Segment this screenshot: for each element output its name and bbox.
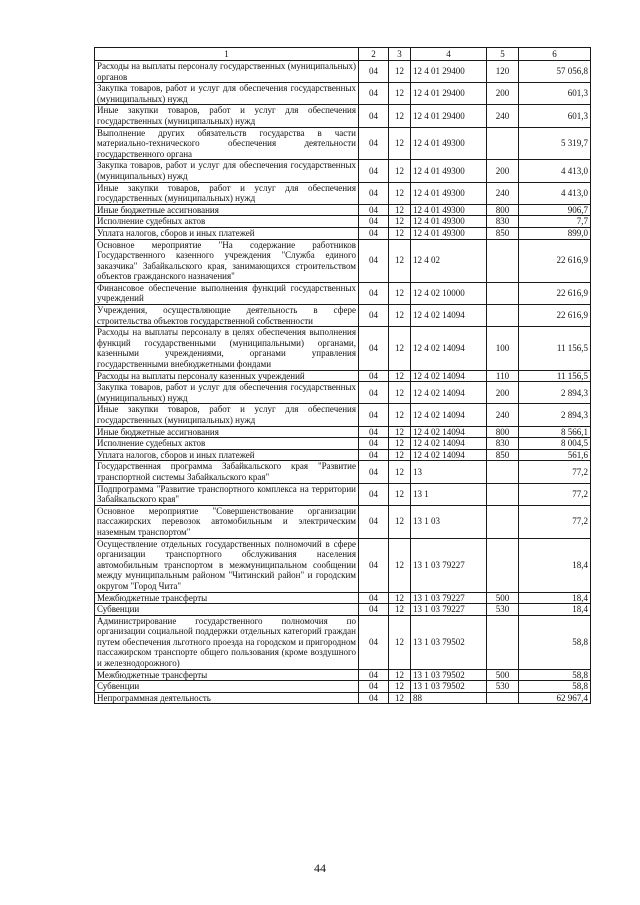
target-article-cell: 12 4 01 29400 — [411, 61, 487, 83]
expense-type-cell: 240 — [487, 105, 519, 127]
item-name-cell: Расходы на выплаты персоналу в целях обеспечения выполнения функций государственными (муниципальными) органами, казенными учреждениями, органами управления государственными внебюджетными фондами — [95, 327, 359, 370]
amount-cell: 62 967,4 — [519, 692, 591, 704]
table-row — [95, 681, 591, 693]
expense-type-cell: 240 — [487, 182, 519, 204]
amount-cell: 22 616,9 — [519, 239, 591, 282]
subsection-code-cell: 12 — [389, 483, 411, 505]
expense-type-cell — [487, 692, 519, 704]
item-name-cell: Основное мероприятие "На содержание работников Государственного казенного учреждения "Служба единого заказчика" Забайкальского края, занимающихся строительством объектов гражданского назначения" — [95, 239, 359, 282]
table-row — [95, 592, 591, 604]
table-row — [95, 505, 591, 538]
item-name-cell: Закупка товаров, работ и услуг для обеспечения государственных (муниципальных) нужд — [95, 83, 359, 105]
header-cell-1: 1 — [95, 48, 359, 61]
subsection-code-cell: 12 — [389, 160, 411, 182]
table-row — [95, 426, 591, 438]
expense-type-cell: 800 — [487, 204, 519, 216]
section-code-cell: 04 — [359, 239, 389, 282]
section-code-cell: 04 — [359, 305, 389, 327]
amount-cell: 2 894,3 — [519, 382, 591, 404]
item-name-cell: Финансовое обеспечение выполнения функций государственных учреждений — [95, 282, 359, 304]
target-article-cell: 12 4 01 49300 — [411, 160, 487, 182]
target-article-cell: 12 4 02 10000 — [411, 282, 487, 304]
subsection-code-cell: 12 — [389, 182, 411, 204]
target-article-cell: 12 4 01 49300 — [411, 127, 487, 160]
section-code-cell: 04 — [359, 182, 389, 204]
header-cell-3: 3 — [389, 48, 411, 61]
item-name-cell: Непрограммная деятельность — [95, 692, 359, 704]
section-code-cell: 04 — [359, 426, 389, 438]
item-name-cell: Государственная программа Забайкальского края "Развитие транспортной системы Забайкальского края" — [95, 461, 359, 483]
target-article-cell: 13 1 03 — [411, 505, 487, 538]
section-code-cell: 04 — [359, 127, 389, 160]
item-name-cell: Уплата налогов, сборов и иных платежей — [95, 449, 359, 461]
target-article-cell: 13 — [411, 461, 487, 483]
table-row — [95, 461, 591, 483]
target-article-cell: 12 4 02 14094 — [411, 438, 487, 450]
table-row — [95, 404, 591, 426]
table-row — [95, 182, 591, 204]
item-name-cell: Исполнение судебных актов — [95, 216, 359, 228]
section-code-cell: 04 — [359, 461, 389, 483]
expense-type-cell — [487, 483, 519, 505]
expense-type-cell: 830 — [487, 216, 519, 228]
header-cell-6: 6 — [519, 48, 591, 61]
table-row — [95, 604, 591, 616]
budget-table — [94, 47, 591, 704]
table-row — [95, 538, 591, 592]
subsection-code-cell: 12 — [389, 61, 411, 83]
header-cell-5: 5 — [487, 48, 519, 61]
subsection-code-cell: 12 — [389, 327, 411, 370]
expense-type-cell — [487, 282, 519, 304]
section-code-cell: 04 — [359, 681, 389, 693]
section-code-cell: 04 — [359, 382, 389, 404]
target-article-cell: 13 1 03 79227 — [411, 538, 487, 592]
expense-type-cell — [487, 127, 519, 160]
subsection-code-cell: 12 — [389, 282, 411, 304]
amount-cell: 906,7 — [519, 204, 591, 216]
subsection-code-cell: 12 — [389, 538, 411, 592]
item-name-cell: Субвенции — [95, 604, 359, 616]
expense-type-cell: 850 — [487, 449, 519, 461]
subsection-code-cell: 12 — [389, 505, 411, 538]
item-name-cell: Иные закупки товаров, работ и услуг для обеспечения государственных (муниципальных) нужд — [95, 105, 359, 127]
item-name-cell: Межбюджетные трансферты — [95, 669, 359, 681]
target-article-cell: 12 4 01 49300 — [411, 182, 487, 204]
table-row — [95, 382, 591, 404]
subsection-code-cell: 12 — [389, 105, 411, 127]
section-code-cell: 04 — [359, 204, 389, 216]
target-article-cell: 13 1 03 79502 — [411, 615, 487, 669]
subsection-code-cell: 12 — [389, 426, 411, 438]
section-code-cell: 04 — [359, 404, 389, 426]
item-name-cell: Иные закупки товаров, работ и услуг для обеспечения государственных (муниципальных) нужд — [95, 404, 359, 426]
amount-cell: 58,8 — [519, 669, 591, 681]
item-name-cell: Учреждения, осуществляющие деятельность в сфере строительства объектов государственной собственности — [95, 305, 359, 327]
amount-cell: 11 156,5 — [519, 327, 591, 370]
item-name-cell: Осуществление отдельных государственных полномочий в сфере организации транспортного обслуживания населения автомобильным транспортом в межмуниципальном сообщении между муниципальным районом "Читинский район" и городским округом "Город Чита" — [95, 538, 359, 592]
item-name-cell: Иные бюджетные ассигнования — [95, 426, 359, 438]
amount-cell: 8 566,1 — [519, 426, 591, 438]
table-row — [95, 127, 591, 160]
item-name-cell: Межбюджетные трансферты — [95, 592, 359, 604]
expense-type-cell: 500 — [487, 592, 519, 604]
amount-cell: 5 319,7 — [519, 127, 591, 160]
subsection-code-cell: 12 — [389, 604, 411, 616]
subsection-code-cell: 12 — [389, 438, 411, 450]
table-row — [95, 692, 591, 704]
amount-cell: 8 004,5 — [519, 438, 591, 450]
budget-table-body — [95, 61, 591, 704]
subsection-code-cell: 12 — [389, 692, 411, 704]
table-row — [95, 216, 591, 228]
section-code-cell: 04 — [359, 483, 389, 505]
target-article-cell: 13 1 — [411, 483, 487, 505]
item-name-cell: Выполнение других обязательств государства в части материально-технического обеспечения деятельности государственного органа — [95, 127, 359, 160]
table-row — [95, 615, 591, 669]
expense-type-cell: 850 — [487, 227, 519, 239]
expense-type-cell: 200 — [487, 160, 519, 182]
subsection-code-cell: 12 — [389, 681, 411, 693]
expense-type-cell: 500 — [487, 669, 519, 681]
expense-type-cell — [487, 239, 519, 282]
section-code-cell: 04 — [359, 604, 389, 616]
amount-cell: 899,0 — [519, 227, 591, 239]
page-number: 44 — [314, 861, 326, 875]
table-row — [95, 105, 591, 127]
target-article-cell: 12 4 01 49300 — [411, 227, 487, 239]
item-name-cell: Закупка товаров, работ и услуг для обеспечения государственных (муниципальных) нужд — [95, 160, 359, 182]
section-code-cell: 04 — [359, 592, 389, 604]
table-row — [95, 327, 591, 370]
item-name-cell: Администрирование государственного полномочия по организации социальной поддержки отдельных категорий граждан путем обеспечения льготного проезда на городском и пригородном пассажирском транспорте общего пользования (кроме воздушного и железнодорожного) — [95, 615, 359, 669]
subsection-code-cell: 12 — [389, 216, 411, 228]
amount-cell: 2 894,3 — [519, 404, 591, 426]
subsection-code-cell: 12 — [389, 204, 411, 216]
amount-cell: 18,4 — [519, 604, 591, 616]
header-cell-2: 2 — [359, 48, 389, 61]
table-row — [95, 438, 591, 450]
item-name-cell: Основное мероприятие "Совершенствование организации пассажирских перевозок автомобильным и электрическим наземным транспортом" — [95, 505, 359, 538]
table-row — [95, 239, 591, 282]
target-article-cell: 12 4 02 14094 — [411, 327, 487, 370]
subsection-code-cell: 12 — [389, 461, 411, 483]
table-row — [95, 204, 591, 216]
section-code-cell: 04 — [359, 216, 389, 228]
item-name-cell: Исполнение судебных актов — [95, 438, 359, 450]
amount-cell: 58,8 — [519, 681, 591, 693]
header-row — [95, 48, 591, 61]
amount-cell: 18,4 — [519, 538, 591, 592]
table-row — [95, 160, 591, 182]
subsection-code-cell: 12 — [389, 669, 411, 681]
section-code-cell: 04 — [359, 370, 389, 382]
table-row — [95, 282, 591, 304]
amount-cell: 77,2 — [519, 483, 591, 505]
section-code-cell: 04 — [359, 160, 389, 182]
amount-cell: 18,4 — [519, 592, 591, 604]
amount-cell: 601,3 — [519, 83, 591, 105]
subsection-code-cell: 12 — [389, 239, 411, 282]
target-article-cell: 12 4 01 29400 — [411, 83, 487, 105]
expense-type-cell: 830 — [487, 438, 519, 450]
amount-cell: 4 413,0 — [519, 182, 591, 204]
section-code-cell: 04 — [359, 669, 389, 681]
item-name-cell: Уплата налогов, сборов и иных платежей — [95, 227, 359, 239]
target-article-cell: 12 4 02 14094 — [411, 404, 487, 426]
section-code-cell: 04 — [359, 327, 389, 370]
section-code-cell: 04 — [359, 282, 389, 304]
subsection-code-cell: 12 — [389, 305, 411, 327]
target-article-cell: 88 — [411, 692, 487, 704]
section-code-cell: 04 — [359, 692, 389, 704]
item-name-cell: Подпрограмма "Развитие транспортного комплекса на территории Забайкальского края" — [95, 483, 359, 505]
expense-type-cell: 200 — [487, 83, 519, 105]
expense-type-cell — [487, 615, 519, 669]
target-article-cell: 13 1 03 79502 — [411, 681, 487, 693]
amount-cell: 561,6 — [519, 449, 591, 461]
section-code-cell: 04 — [359, 615, 389, 669]
section-code-cell: 04 — [359, 61, 389, 83]
section-code-cell: 04 — [359, 438, 389, 450]
item-name-cell: Расходы на выплаты персоналу казенных учреждений — [95, 370, 359, 382]
subsection-code-cell: 12 — [389, 227, 411, 239]
subsection-code-cell: 12 — [389, 382, 411, 404]
expense-type-cell — [487, 461, 519, 483]
table-row — [95, 61, 591, 83]
expense-type-cell: 100 — [487, 327, 519, 370]
amount-cell: 601,3 — [519, 105, 591, 127]
subsection-code-cell: 12 — [389, 449, 411, 461]
table-row — [95, 227, 591, 239]
subsection-code-cell: 12 — [389, 592, 411, 604]
expense-type-cell: 240 — [487, 404, 519, 426]
table-row — [95, 370, 591, 382]
item-name-cell: Иные бюджетные ассигнования — [95, 204, 359, 216]
table-row — [95, 669, 591, 681]
section-code-cell: 04 — [359, 505, 389, 538]
target-article-cell: 12 4 01 49300 — [411, 216, 487, 228]
table-row — [95, 83, 591, 105]
expense-type-cell: 110 — [487, 370, 519, 382]
target-article-cell: 13 1 03 79227 — [411, 592, 487, 604]
subsection-code-cell: 12 — [389, 83, 411, 105]
target-article-cell: 12 4 02 14094 — [411, 449, 487, 461]
amount-cell: 58,8 — [519, 615, 591, 669]
expense-type-cell — [487, 505, 519, 538]
target-article-cell: 12 4 02 14094 — [411, 370, 487, 382]
amount-cell: 57 056,8 — [519, 61, 591, 83]
item-name-cell: Закупка товаров, работ и услуг для обеспечения государственных (муниципальных) нужд — [95, 382, 359, 404]
item-name-cell: Расходы на выплаты персоналу государственных (муниципальных) органов — [95, 61, 359, 83]
subsection-code-cell: 12 — [389, 404, 411, 426]
target-article-cell: 13 1 03 79502 — [411, 669, 487, 681]
subsection-code-cell: 12 — [389, 370, 411, 382]
section-code-cell: 04 — [359, 449, 389, 461]
expense-type-cell — [487, 538, 519, 592]
subsection-code-cell: 12 — [389, 127, 411, 160]
table-row — [95, 305, 591, 327]
target-article-cell: 12 4 01 29400 — [411, 105, 487, 127]
section-code-cell: 04 — [359, 83, 389, 105]
item-name-cell: Субвенции — [95, 681, 359, 693]
amount-cell: 77,2 — [519, 461, 591, 483]
target-article-cell: 12 4 02 14094 — [411, 305, 487, 327]
section-code-cell: 04 — [359, 538, 389, 592]
target-article-cell: 12 4 01 49300 — [411, 204, 487, 216]
header-cell-4: 4 — [411, 48, 487, 61]
table-row — [95, 483, 591, 505]
expense-type-cell: 530 — [487, 681, 519, 693]
target-article-cell: 13 1 03 79227 — [411, 604, 487, 616]
amount-cell: 7,7 — [519, 216, 591, 228]
amount-cell: 77,2 — [519, 505, 591, 538]
section-code-cell: 04 — [359, 105, 389, 127]
expense-type-cell: 530 — [487, 604, 519, 616]
expense-type-cell: 200 — [487, 382, 519, 404]
target-article-cell: 12 4 02 — [411, 239, 487, 282]
expense-type-cell: 120 — [487, 61, 519, 83]
amount-cell: 22 616,9 — [519, 282, 591, 304]
target-article-cell: 12 4 02 14094 — [411, 426, 487, 438]
amount-cell: 22 616,9 — [519, 305, 591, 327]
item-name-cell: Иные закупки товаров, работ и услуг для обеспечения государственных (муниципальных) нужд — [95, 182, 359, 204]
amount-cell: 11 156,5 — [519, 370, 591, 382]
expense-type-cell — [487, 305, 519, 327]
table-row — [95, 449, 591, 461]
amount-cell: 4 413,0 — [519, 160, 591, 182]
section-code-cell: 04 — [359, 227, 389, 239]
target-article-cell: 12 4 02 14094 — [411, 382, 487, 404]
expense-type-cell: 800 — [487, 426, 519, 438]
subsection-code-cell: 12 — [389, 615, 411, 669]
